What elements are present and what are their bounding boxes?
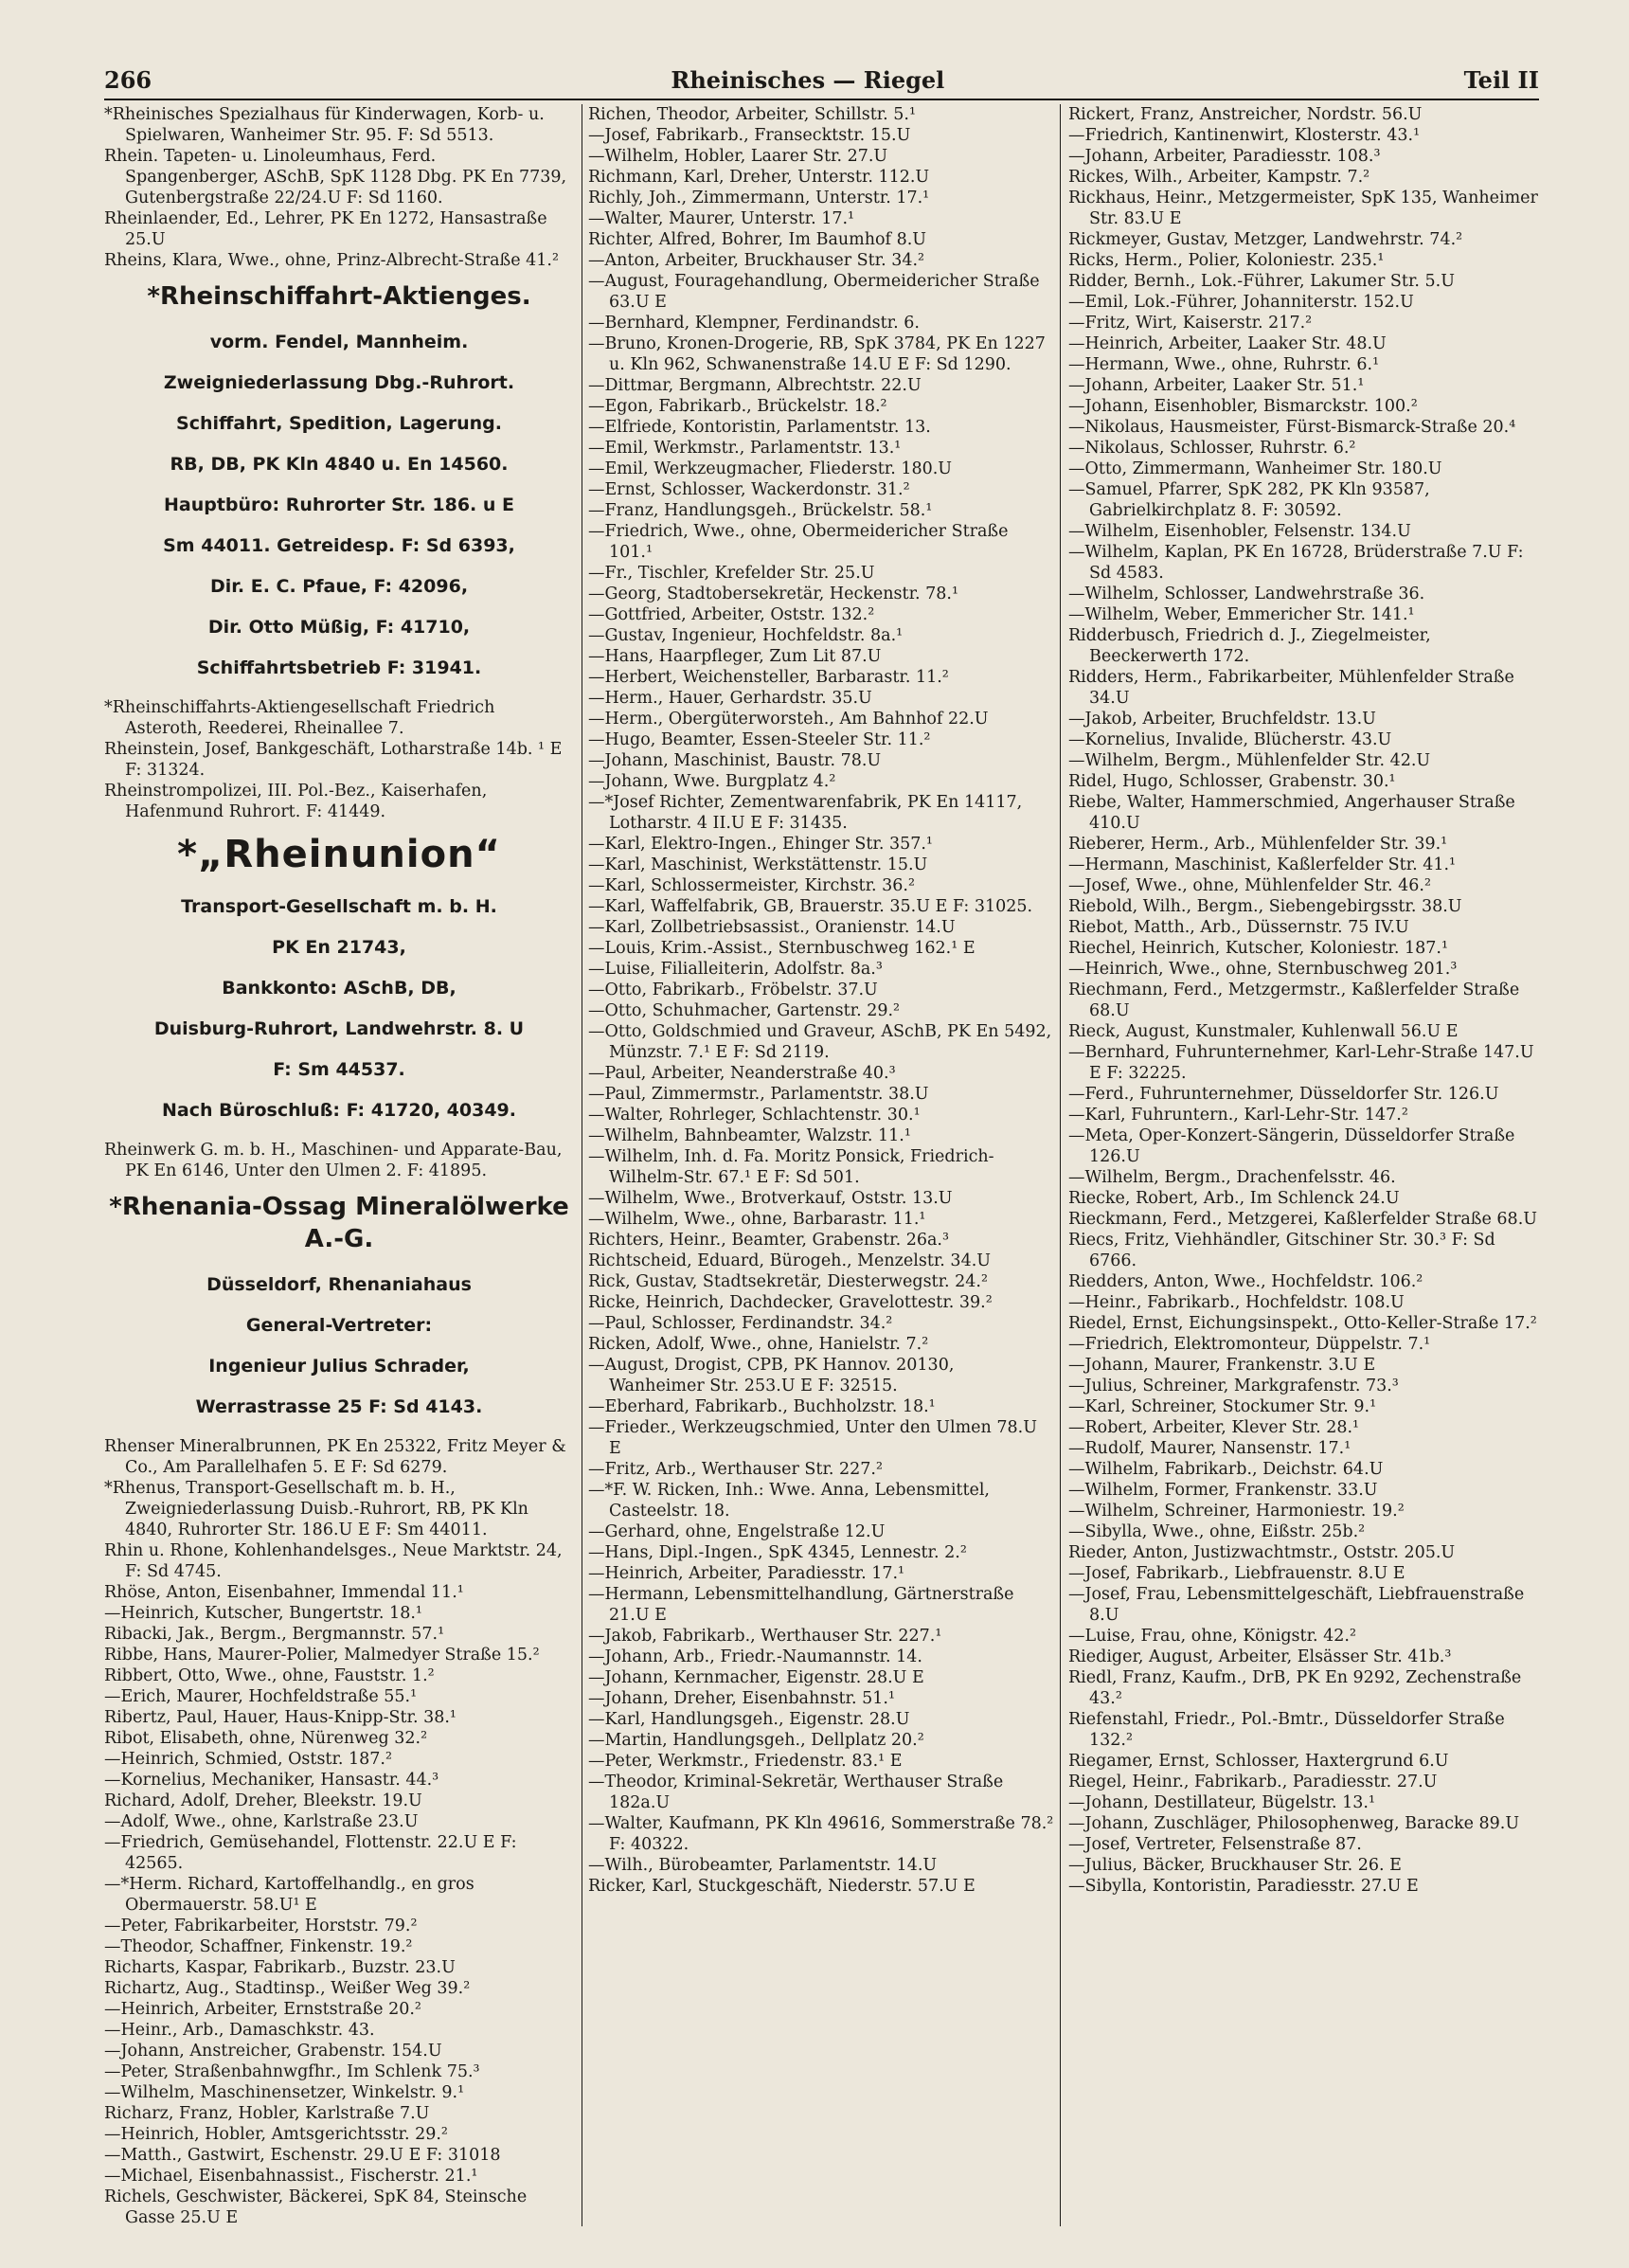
ad-line: F: Sm 44537. [273, 1059, 405, 1080]
directory-entry: Riechmann, Ferd., Metzgermstr., Kaßlerfelder Straße 68.U [1068, 981, 1520, 1020]
directory-entry: Riebot, Matth., Arb., Düssernstr. 75 IV.U [1068, 918, 1409, 937]
directory-entry: —August, Drogist, CPB, PK Hannov. 20130, Wanheimer Str. 253.U E F: 32515. [588, 1356, 955, 1395]
directory-entry: —Egon, Fabrikarb., Brückelstr. 18.² [588, 397, 887, 416]
directory-entry: Ridel, Hugo, Schlosser, Grabenstr. 30.¹ [1068, 772, 1396, 791]
ad-line: General-Vertreter: [245, 1315, 433, 1336]
directory-entry: Rickmeyer, Gustav, Metzger, Landwehrstr. 74.² [1068, 230, 1463, 249]
directory-entry: —Heinrich, Arbeiter, Laaker Str. 48.U [1068, 334, 1387, 353]
directory-entry: —Fr., Tischler, Krefelder Str. 25.U [588, 564, 875, 583]
directory-entry: Richard, Adolf, Dreher, Bleekstr. 19.U [104, 1791, 422, 1810]
directory-entry: Ricke, Heinrich, Dachdecker, Gravelottestr. 39.² [588, 1293, 993, 1312]
directory-entry: —Hans, Haarpfleger, Zum Lit 87.U [588, 647, 882, 666]
directory-entry: —Heinrich, Wwe., ohne, Sternbuschweg 201.³ [1068, 960, 1458, 979]
directory-entry: Ribertz, Paul, Hauer, Haus-Knipp-Str. 38.¹ [104, 1708, 456, 1727]
part-label: Teil II [1463, 66, 1539, 94]
ad-line: Dir. E. C. Pfaue, F: 42096, [209, 576, 469, 597]
page-number: 266 [104, 66, 152, 94]
directory-entry: —Josef, Vertreter, Felsenstraße 87. [1068, 1835, 1362, 1854]
directory-entry: —Johann, Arbeiter, Laaker Str. 51.¹ [1068, 376, 1365, 395]
directory-entry: Rheinstein, Josef, Bankgeschäft, Lotharstraße 14b. ¹ E F: 31324. [104, 740, 563, 780]
directory-entry: —August, Fouragehandlung, Obermeidericher Straße 63.U E [588, 272, 1040, 312]
directory-entry: —Herm., Hauer, Gerhardstr. 35.U [588, 689, 872, 708]
ad-rheinschiffahrt [104, 280, 574, 679]
directory-entry: —Julius, Bäcker, Bruckhauser Str. 26. E [1068, 1856, 1402, 1875]
directory-entry: —Josef, Fabrikarb., Fransecktstr. 15.U [588, 126, 911, 145]
directory-entry: —Friedrich, Elektromonteur, Düppelstr. 7.¹ [1068, 1335, 1431, 1354]
columns [104, 104, 1539, 2226]
directory-entry: —Wilhelm, Bergm., Mühlenfelder Str. 42.U [1068, 751, 1431, 770]
directory-entry: —Emil, Werkzeugmacher, Fliederstr. 180.U [588, 459, 953, 478]
directory-entry: —Karl, Schlossermeister, Kirchstr. 36.² [588, 876, 915, 895]
directory-entry: —Samuel, Pfarrer, SpK 282, PK Kln 93587, Gabrielkirchplatz 8. F: 30592. [1068, 480, 1430, 520]
ad-line: Schiffahrt, Spedition, Lagerung. [176, 413, 502, 434]
directory-entry: Richarts, Kaspar, Fabrikarb., Buzstr. 23.U [104, 1958, 456, 1977]
directory-entry: —Peter, Straßenbahnwgfhr., Im Schlenk 75.³ [104, 2062, 480, 2081]
directory-entry: Riedl, Franz, Kaufm., DrB, PK En 9292, Zechenstraße 43.² [1068, 1668, 1522, 1708]
directory-entry: —Rudolf, Maurer, Nansenstr. 17.¹ [1068, 1439, 1352, 1458]
ad-line: Bankkonto: ASchB, DB, [222, 978, 456, 999]
ad-line: Ingenieur Julius Schrader, [208, 1356, 470, 1377]
directory-entry: Ribbe, Hans, Maurer-Polier, Malmedyer Straße 15.² [104, 1646, 540, 1665]
directory-entry: —Wilhelm, Hobler, Laarer Str. 27.U [588, 147, 888, 166]
directory-entry: Rickert, Franz, Anstreicher, Nordstr. 56.U [1068, 105, 1423, 124]
directory-entry: Ricks, Herm., Polier, Koloniestr. 235.¹ [1068, 251, 1385, 270]
directory-entry: *Rheinschiffahrts-Aktiengesellschaft Friedrich Asteroth, Reederei, Rheinallee 7. [104, 698, 495, 738]
ad-line: Dir. Otto Müßig, F: 41710, [207, 617, 471, 638]
directory-entry: —Franz, Handlungsgeh., Brückelstr. 58.¹ [588, 501, 933, 520]
directory-entry: —Robert, Arbeiter, Klever Str. 28.¹ [1068, 1418, 1360, 1437]
directory-entry: —Walter, Rohrleger, Schlachtenstr. 30.¹ [588, 1106, 921, 1125]
directory-entry: —Jakob, Arbeiter, Bruchfeldstr. 13.U [1068, 710, 1376, 729]
directory-entry: Rick, Gustav, Stadtsekretär, Diesterwegstr. 24.² [588, 1272, 989, 1291]
directory-entry: —Georg, Stadtobersekretär, Heckenstr. 78.¹ [588, 585, 958, 603]
directory-entry: Ridders, Herm., Fabrikarbeiter, Mühlenfelder Straße 34.U [1068, 668, 1514, 708]
ad-line: Zweigniederlassung Dbg.-Ruhrort. [163, 372, 515, 393]
directory-entry: Riebold, Wilh., Bergm., Siebengebirgsstr. 38.U [1068, 897, 1462, 916]
directory-entry: —Paul, Arbeiter, Neanderstraße 40.³ [588, 1064, 896, 1083]
ad-title: *Rhenania-Ossag Mineralölwerke A.-G. [109, 1193, 569, 1253]
directory-entry: —Wilhelm, Former, Frankenstr. 33.U [1068, 1481, 1378, 1500]
directory-entry: Ribacki, Jak., Bergm., Bergmannstr. 57.¹ [104, 1625, 445, 1644]
directory-entry: Ridder, Bernh., Lok.-Führer, Lakumer Str. 5.U [1068, 272, 1455, 291]
ad-lines [104, 331, 574, 679]
ad-lines [104, 1273, 574, 1418]
directory-entry: —Jakob, Fabrikarb., Werthauser Str. 227.¹ [588, 1627, 942, 1646]
directory-entry: —Wilhelm, Wwe., Brotverkauf, Oststr. 13.U [588, 1189, 953, 1208]
ad-line: Duisburg-Ruhrort, Landwehrstr. 8. U [153, 1018, 525, 1039]
directory-entry: —Peter, Fabrikarbeiter, Horststr. 79.² [104, 1917, 418, 1935]
directory-entry: Rieck, August, Kunstmaler, Kuhlenwall 56.U E [1068, 1022, 1459, 1041]
directory-entry: —Emil, Lok.-Führer, Johanniterstr. 152.U [1068, 293, 1414, 312]
directory-entry: *Rheinisches Spezialhaus für Kinderwagen, Korb- u. Spielwaren, Wanheimer Str. 95. F: Sd 5513. [104, 105, 545, 145]
directory-entry: Rheinlaender, Ed., Lehrer, PK En 1272, Hansastraße 25.U [104, 209, 547, 249]
directory-entry: —Luise, Frau, ohne, Königstr. 42.² [1068, 1627, 1356, 1646]
directory-entry: —*F. W. Ricken, Inh.: Wwe. Anna, Lebensmittel, Casteelstr. 18. [588, 1481, 990, 1521]
directory-entry: —Herm., Obergüterworsteh., Am Bahnhof 22.U [588, 710, 989, 729]
ad-line: Sm 44011. Getreidesp. F: Sd 6393, [163, 535, 515, 556]
directory-entry: —Eberhard, Fabrikarb., Buchholzstr. 18.¹ [588, 1397, 936, 1416]
directory-entry: Ridderbusch, Friedrich d. J., Ziegelmeister, Beeckerwerth 172. [1068, 626, 1431, 666]
directory-entry: —Anton, Arbeiter, Bruckhauser Str. 34.² [588, 251, 925, 270]
directory-entry: —Frieder., Werkzeugschmied, Unter den Ulmen 78.U E [588, 1418, 1037, 1458]
directory-entry: —Friedrich, Kantinenwirt, Klosterstr. 43.¹ [1068, 126, 1421, 145]
directory-entry: —Meta, Oper-Konzert-Sängerin, Düsseldorfer Straße 126.U [1068, 1126, 1515, 1166]
directory-entry: —Otto, Goldschmied und Graveur, ASchB, PK En 5492, Münzstr. 7.¹ E F: Sd 2119. [588, 1022, 1052, 1062]
directory-entry: —Gerhard, ohne, Engelstraße 12.U [588, 1522, 886, 1541]
directory-entry: —Wilhelm, Weber, Emmericher Str. 141.¹ [1068, 605, 1415, 624]
column-1-mid2-entries [104, 1140, 574, 1181]
directory-entry: —Karl, Waffelfabrik, GB, Brauerstr. 35.U E F: 31025. [588, 897, 1033, 916]
column-3-entries [1068, 104, 1539, 1897]
directory-entry: Ribbert, Otto, Wwe., ohne, Fauststr. 1.² [104, 1666, 435, 1685]
directory-entry: —Heinrich, Kutscher, Bungertstr. 18.¹ [104, 1604, 422, 1623]
directory-entry: —Louis, Krim.-Assist., Sternbuschweg 162.¹ E [588, 939, 976, 958]
directory-entry: —Theodor, Kriminal-Sekretär, Werthauser Straße 182a.U [588, 1773, 1004, 1812]
directory-entry: —Martin, Handlungsgeh., Dellplatz 20.² [588, 1731, 924, 1750]
directory-entry: —Karl, Maschinist, Werkstättenstr. 15.U [588, 855, 928, 874]
column-3 [1061, 104, 1539, 2226]
column-2 [582, 104, 1061, 2226]
directory-entry: —Hugo, Beamter, Essen-Steeler Str. 11.² [588, 730, 931, 749]
ad-line: Düsseldorf, Rhenaniahaus [206, 1274, 472, 1295]
directory-entry: Rhin u. Rhone, Kohlenhandelsges., Neue Marktstr. 24, F: Sd 4745. [104, 1541, 563, 1581]
directory-entry: —Fritz, Wirt, Kaiserstr. 217.² [1068, 314, 1313, 333]
directory-entry: —*Herm. Richard, Kartoffelhandlg., en gros Obermauerstr. 58.U¹ E [104, 1875, 474, 1915]
column-1 [104, 104, 582, 2226]
directory-entry: —Bernhard, Klempner, Ferdinandstr. 6. [588, 314, 920, 333]
ad-line: Werrastrasse 25 F: Sd 4143. [195, 1396, 483, 1417]
directory-entry: Riedel, Ernst, Eichungsinspekt., Otto-Keller-Straße 17.² [1068, 1314, 1537, 1333]
directory-entry: Rheinwerk G. m. b. H., Maschinen- und Apparate-Bau, PK En 6146, Unter den Ulmen 2. F: 41895. [104, 1141, 563, 1180]
directory-entry: —Fritz, Arb., Werthauser Str. 227.² [588, 1460, 884, 1479]
directory-entry: Rheinstrompolizei, III. Pol.-Bez., Kaiserhafen, Hafenmund Ruhrort. F: 41449. [104, 782, 488, 821]
directory-entry: —Johann, Arbeiter, Paradiesstr. 108.³ [1068, 147, 1381, 166]
directory-entry: —Elfriede, Kontoristin, Parlamentstr. 13. [588, 418, 931, 437]
ad-rhenania-ossag [104, 1191, 574, 1418]
directory-entry: —Johann, Zuschläger, Philosophenweg, Baracke 89.U [1068, 1814, 1520, 1833]
directory-entry: —Karl, Fuhruntern., Karl-Lehr-Str. 147.² [1068, 1106, 1408, 1125]
directory-entry: —Hermann, Maschinist, Kaßlerfelder Str. 41.¹ [1068, 855, 1457, 874]
directory-entry: —Wilhelm, Wwe., ohne, Barbarastr. 11.¹ [588, 1210, 926, 1229]
ad-line: Hauptbüro: Ruhrorter Str. 186. u E [164, 495, 514, 515]
directory-entry: —Otto, Schuhmacher, Gartenstr. 29.² [588, 1001, 901, 1020]
directory-entry: Riefenstahl, Friedr., Pol.-Bmtr., Düsseldorfer Straße 132.² [1068, 1710, 1505, 1750]
directory-entry: Riecs, Fritz, Viehhändler, Gitschiner Str. 30.³ F: Sd 6766. [1068, 1231, 1495, 1270]
directory-entry: Ricken, Adolf, Wwe., ohne, Hanielstr. 7.² [588, 1335, 929, 1354]
directory-entry: —Walter, Kaufmann, PK Kln 49616, Sommerstraße 78.² F: 40322. [588, 1814, 1054, 1854]
directory-entry: Riechel, Heinrich, Kutscher, Koloniestr. 187.¹ [1068, 939, 1448, 958]
directory-entry: Richels, Geschwister, Bäckerei, SpK 84, Steinsche Gasse 25.U E [104, 2187, 528, 2226]
column-2-entries [588, 104, 1054, 1897]
directory-entry: —Nikolaus, Hausmeister, Fürst-Bismarck-Straße 20.⁴ [1068, 418, 1516, 437]
directory-entry: Rieberer, Herm., Arb., Mühlenfelder Str. 39.¹ [1068, 835, 1448, 854]
directory-entry: —Wilhelm, Kaplan, PK En 16728, Brüderstraße 7.U F: Sd 4583. [1068, 543, 1524, 583]
directory-entry: —Wilhelm, Inh. d. Fa. Moritz Ponsick, Friedrich-Wilhelm-Str. 67.¹ E F: Sd 501. [588, 1147, 994, 1187]
directory-entry: Riedders, Anton, Wwe., Hochfeldstr. 106.² [1068, 1272, 1423, 1291]
column-1-mid-entries [104, 697, 574, 822]
directory-entry: —Wilhelm, Schlosser, Landwehrstraße 36. [1068, 585, 1425, 603]
directory-entry: —Erich, Maurer, Hochfeldstraße 55.¹ [104, 1687, 418, 1706]
directory-entry: —Friedrich, Gemüsehandel, Flottenstr. 22.U E F: 42565. [104, 1833, 517, 1873]
directory-entry: —Johann, Maurer, Frankenstr. 3.U E [1068, 1356, 1376, 1375]
directory-entry: —Heinrich, Arbeiter, Ernststraße 20.² [104, 2000, 421, 2019]
directory-entry: —Peter, Werkmstr., Friedenstr. 83.¹ E [588, 1752, 903, 1771]
directory-entry: —Johann, Wwe. Burgplatz 4.² [588, 772, 836, 791]
directory-entry: Richter, Alfred, Bohrer, Im Baumhof 8.U [588, 230, 927, 249]
directory-entry: —Sibylla, Kontoristin, Paradiesstr. 27.U E [1068, 1877, 1419, 1896]
ad-title: *Rheinschiffahrt-Aktienges. [147, 282, 531, 311]
directory-entry: —Bruno, Kronen-Drogerie, RB, SpK 3784, PK En 1227 u. Kln 962, Schwanenstraße 14.U E F: Sd 1290. [588, 334, 1046, 374]
directory-page [104, 66, 1539, 2236]
directory-entry: —Johann, Maschinist, Baustr. 78.U [588, 751, 882, 770]
directory-entry: Richly, Joh., Zimmermann, Unterstr. 17.¹ [588, 189, 930, 207]
ad-title: *„Rheinunion“ [177, 833, 501, 876]
directory-entry: —Josef, Fabrikarb., Liebfrauenstr. 8.U E [1068, 1564, 1405, 1583]
ad-line: RB, DB, PK Kln 4840 u. En 14560. [170, 454, 509, 475]
directory-entry: Rhein. Tapeten- u. Linoleumhaus, Ferd. Spangenberger, ASchB, SpK 1128 Dbg. PK En 7739, Gutenbergstraße 22/24.U F: Sd 1160. [104, 147, 567, 207]
directory-entry: —Matth., Gastwirt, Eschenstr. 29.U E F: 31018 [104, 2146, 501, 2165]
directory-entry: —Walter, Maurer, Unterstr. 17.¹ [588, 209, 855, 228]
directory-entry: Rhöse, Anton, Eisenbahner, Immendal 11.¹ [104, 1583, 464, 1602]
ad-lines [104, 895, 574, 1122]
directory-entry: —Wilhelm, Bahnbeamter, Walzstr. 11.¹ [588, 1126, 911, 1145]
directory-entry: Richtscheid, Eduard, Bürogeh., Menzelstr. 34.U [588, 1251, 992, 1270]
directory-entry: Richmann, Karl, Dreher, Unterstr. 112.U [588, 168, 930, 187]
directory-entry: —Wilhelm, Fabrikarb., Deichstr. 64.U [1068, 1460, 1384, 1479]
directory-entry: —Nikolaus, Schlosser, Ruhrstr. 6.² [1068, 439, 1356, 458]
directory-entry: Richarz, Franz, Hobler, Karlstraße 7.U [104, 2104, 430, 2123]
directory-entry: —Kornelius, Invalide, Blücherstr. 43.U [1068, 730, 1392, 749]
ad-line: PK En 21743, [272, 937, 406, 958]
directory-entry: —Michael, Eisenbahnassist., Fischerstr. 21.¹ [104, 2167, 478, 2186]
directory-entry: —Johann, Kernmacher, Eigenstr. 28.U E [588, 1668, 924, 1687]
directory-entry: —Wilhelm, Maschinensetzer, Winkelstr. 9.¹ [104, 2083, 465, 2102]
directory-entry: —Wilh., Bürobeamter, Parlamentstr. 14.U [588, 1856, 938, 1875]
directory-entry: —Heinr., Fabrikarb., Hochfeldstr. 108.U [1068, 1293, 1405, 1312]
directory-entry: —Johann, Destillateur, Bügelstr. 13.¹ [1068, 1793, 1375, 1812]
directory-entry: —Sibylla, Wwe., ohne, Eißstr. 25b.² [1068, 1522, 1366, 1541]
directory-entry: —Gustav, Ingenieur, Hochfeldstr. 8a.¹ [588, 626, 904, 645]
directory-entry: —Johann, Anstreicher, Grabenstr. 154.U [104, 2042, 442, 2061]
directory-entry: —Karl, Schreiner, Stockumer Str. 9.¹ [1068, 1397, 1377, 1416]
directory-entry: —Ernst, Schlosser, Wackerdonstr. 31.² [588, 480, 910, 499]
directory-entry: —Heinrich, Hobler, Amtsgerichtsstr. 29.² [104, 2125, 448, 2144]
directory-entry: —Paul, Zimmermstr., Parlamentstr. 38.U [588, 1085, 929, 1104]
column-1-top-entries [104, 104, 574, 271]
directory-entry: Rickhaus, Heinr., Metzgermeister, SpK 135, Wanheimer Str. 83.U E [1068, 189, 1538, 228]
directory-entry: Rickes, Wilh., Arbeiter, Kampstr. 7.² [1068, 168, 1370, 187]
directory-entry: —Johann, Dreher, Eisenbahnstr. 51.¹ [588, 1689, 895, 1708]
directory-entry: —Wilhelm, Eisenhobler, Felsenstr. 134.U [1068, 522, 1411, 541]
directory-entry: —Emil, Werkmstr., Parlamentstr. 13.¹ [588, 439, 902, 458]
directory-entry: —Herbert, Weichensteller, Barbarastr. 11.² [588, 668, 949, 687]
directory-entry: Richen, Theodor, Arbeiter, Schillstr. 5.¹ [588, 105, 917, 124]
column-1-bottom-entries [104, 1436, 574, 2226]
directory-entry: —Adolf, Wwe., ohne, Karlstraße 23.U [104, 1812, 419, 1831]
directory-entry: —*Josef Richter, Zementwarenfabrik, PK En 14117, Lotharstr. 4 II.U E F: 31435. [588, 793, 1023, 833]
directory-entry: *Rhenus, Transport-Gesellschaft m. b. H., Zweigniederlassung Duisb.-Ruhrort, RB, PK Kln 4840, Ruhrorter Str. 186.U E F: Sm 44011. [104, 1479, 528, 1539]
directory-entry: —Gottfried, Arbeiter, Oststr. 132.² [588, 605, 875, 624]
directory-entry: —Hans, Dipl.-Ingen., SpK 4345, Lennestr. 2.² [588, 1543, 967, 1562]
directory-entry: —Johann, Arb., Friedr.-Naumannstr. 14. [588, 1647, 922, 1666]
directory-entry: —Dittmar, Bergmann, Albrechtstr. 22.U [588, 376, 922, 395]
directory-entry: —Josef, Wwe., ohne, Mühlenfelder Str. 46.² [1068, 876, 1431, 895]
directory-entry: —Karl, Handlungsgeh., Eigenstr. 28.U [588, 1710, 910, 1729]
directory-entry: —Bernhard, Fuhrunternehmer, Karl-Lehr-Straße 147.U E F: 32225. [1068, 1043, 1534, 1083]
directory-entry: —Hermann, Lebensmittelhandlung, Gärtnerstraße 21.U E [588, 1585, 1014, 1625]
ad-line: vorm. Fendel, Mannheim. [209, 332, 469, 352]
directory-entry: —Josef, Frau, Lebensmittelgeschäft, Liebfrauenstraße 8.U [1068, 1585, 1525, 1625]
directory-entry: Ribot, Elisabeth, ohne, Nürenweg 32.² [104, 1729, 428, 1748]
directory-entry: Rhenser Mineralbrunnen, PK En 25322, Fritz Meyer & Co., Am Parallelhafen 5. E F: Sd 6279. [104, 1437, 566, 1477]
directory-entry: Rheins, Klara, Wwe., ohne, Prinz-Albrecht-Straße 41.² [104, 251, 559, 270]
directory-entry: Riediger, August, Arbeiter, Elsässer Str. 41b.³ [1068, 1647, 1452, 1666]
ad-rheinunion [104, 832, 574, 1122]
ad-line: Transport-Gesellschaft m. b. H. [181, 896, 497, 917]
ad-line: Schiffahrtsbetrieb F: 31941. [196, 657, 482, 678]
directory-entry: —Ferd., Fuhrunternehmer, Düsseldorfer Str. 126.U [1068, 1085, 1499, 1104]
directory-entry: —Julius, Schreiner, Markgrafenstr. 73.³ [1068, 1377, 1399, 1395]
directory-entry: —Karl, Elektro-Ingen., Ehinger Str. 357.¹ [588, 835, 933, 854]
directory-entry: Rieder, Anton, Justizwachtmstr., Oststr. 205.U [1068, 1543, 1456, 1562]
directory-entry: —Wilhelm, Schreiner, Harmoniestr. 19.² [1068, 1502, 1405, 1521]
directory-entry: Riegamer, Ernst, Schlosser, Haxtergrund 6.U [1068, 1752, 1449, 1771]
directory-entry: —Kornelius, Mechaniker, Hansastr. 44.³ [104, 1771, 439, 1790]
ad-line: Nach Büroschluß: F: 41720, 40349. [162, 1100, 516, 1121]
directory-entry: —Otto, Zimmermann, Wanheimer Str. 180.U [1068, 459, 1442, 478]
directory-entry: Richters, Heinr., Beamter, Grabenstr. 26a.³ [588, 1231, 949, 1250]
directory-entry: Riebe, Walter, Hammerschmied, Angerhauser Straße 410.U [1068, 793, 1515, 833]
directory-entry: —Theodor, Schaffner, Finkenstr. 19.² [104, 1937, 413, 1956]
directory-entry: Rieckmann, Ferd., Metzgerei, Kaßlerfelder Straße 68.U [1068, 1210, 1537, 1229]
directory-entry: —Paul, Schlosser, Ferdinandstr. 34.² [588, 1314, 893, 1333]
directory-entry: Ricker, Karl, Stuckgeschäft, Niederstr. 57.U E [588, 1877, 976, 1896]
directory-entry: Richartz, Aug., Stadtinsp., Weißer Weg 39.² [104, 1979, 471, 1998]
directory-entry: —Karl, Zollbetriebsassist., Oranienstr. 14.U [588, 918, 956, 937]
directory-entry: —Wilhelm, Bergm., Drachenfelsstr. 46. [1068, 1168, 1396, 1187]
directory-entry: Riecke, Robert, Arb., Im Schlenck 24.U [1068, 1189, 1400, 1208]
directory-entry: —Johann, Eisenhobler, Bismarckstr. 100.² [1068, 397, 1418, 416]
directory-entry: —Hermann, Wwe., ohne, Ruhrstr. 6.¹ [1068, 355, 1380, 374]
directory-entry: —Luise, Filialleiterin, Adolfstr. 8a.³ [588, 960, 883, 979]
directory-entry: —Friedrich, Wwe., ohne, Obermeidericher Straße 101.¹ [588, 522, 1009, 562]
directory-entry: —Heinr., Arb., Damaschkstr. 43. [104, 2021, 375, 2040]
directory-entry: —Heinrich, Arbeiter, Paradiesstr. 17.¹ [588, 1564, 905, 1583]
running-title: Rheinisches — Riegel [671, 66, 945, 94]
page-header [104, 66, 1539, 100]
directory-entry: —Heinrich, Schmied, Oststr. 187.² [104, 1750, 393, 1769]
directory-entry: —Otto, Fabrikarb., Fröbelstr. 37.U [588, 981, 878, 999]
directory-entry: Riegel, Heinr., Fabrikarb., Paradiesstr. 27.U [1068, 1773, 1438, 1791]
